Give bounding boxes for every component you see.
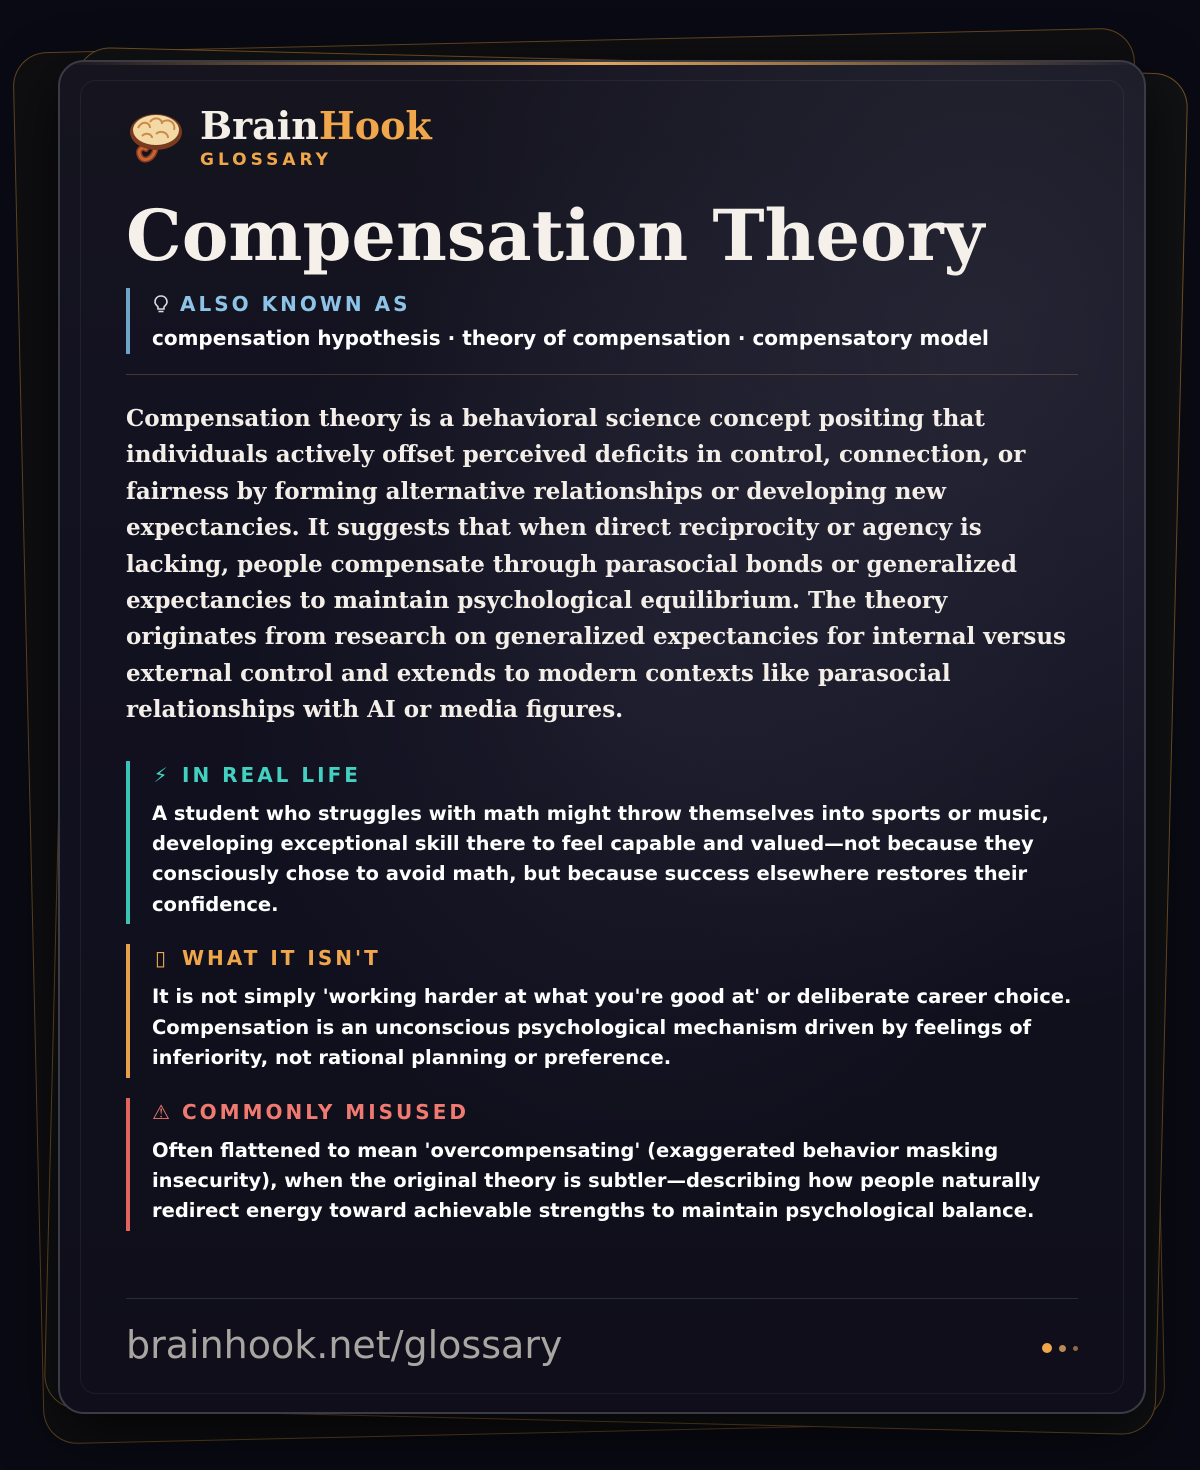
footer-url[interactable]: brainhook.net/glossary [126,1323,563,1367]
callout-label: WHAT IT ISN'T [182,946,381,971]
brand-name-main: Brain [200,103,319,148]
card-footer [126,1298,1078,1367]
callout-heading [152,946,1078,970]
callout-label: IN REAL LIFE [182,762,361,787]
callout-in-real-life [126,761,1078,925]
glossary-card [58,60,1146,1414]
term-title: Compensation Theory [126,194,985,277]
brand-name-accent: Hook [318,103,432,148]
brand-text [200,103,432,170]
callout-commonly-misused [126,1098,1078,1231]
cross-icon: ▯ [154,946,169,971]
also-known-as-section [126,288,1078,354]
lightning-icon: ⚡ [153,762,171,787]
card-content [126,102,1078,1231]
lightbulb-icon [152,294,170,314]
brand-name [200,103,432,148]
page-indicator-dots [1042,1343,1078,1353]
section-divider [126,374,1078,375]
definition-text: Compensation theory is a behavioral science concept positing that individuals actively offset perceived deficits in control, connection, or fairness by forming alternative relationships or developing new expectancies. It suggests that when direct reciprocity or agency is lacking, people compensate through parasocial bonds or generalized expectancies to maintain psychological equilibrium. The theory originates from research on generalized expectancies for internal versus external control and extends to modern contexts like parasocial relationships with AI or media figures. [126,405,1067,724]
also-known-as-label: ALSO KNOWN AS [180,292,411,316]
callout-heading [152,1100,1078,1124]
brand-subtitle: GLOSSARY [200,150,332,170]
also-known-as-text: compensation hypothesis · theory of compensation · compensatory model [152,326,989,350]
also-known-as-heading [152,292,1078,316]
callout-what-it-isnt [126,944,1078,1077]
indicator-dot [1042,1343,1052,1353]
brain-hook-icon [126,108,186,168]
indicator-dot [1073,1346,1078,1351]
indicator-dot [1059,1345,1066,1352]
warning-icon: ⚠ [152,1099,173,1124]
callout-body: A student who struggles with math might throw themselves into sports or music, developing exceptional skill there to feel capable and valued—not because they consciously chose to avoid math, but because success elsewhere restores their confidence. [152,801,1049,916]
callout-heading [152,763,1078,787]
callout-body: It is not simply 'working harder at what you're good at' or deliberate career choice. Compensation is an unconscious psychological mechanism driven by feelings of inferiority, not rational planning or preference. [152,985,1072,1070]
callout-body: Often flattened to mean 'overcompensating' (exaggerated behavior masking insecurity), when the original theory is subtler—describing how people naturally redirect energy toward achievable strengths to maintain psychological balance. [152,1138,1041,1223]
callout-label: COMMONLY MISUSED [182,1099,469,1124]
brand-header [126,102,1078,174]
